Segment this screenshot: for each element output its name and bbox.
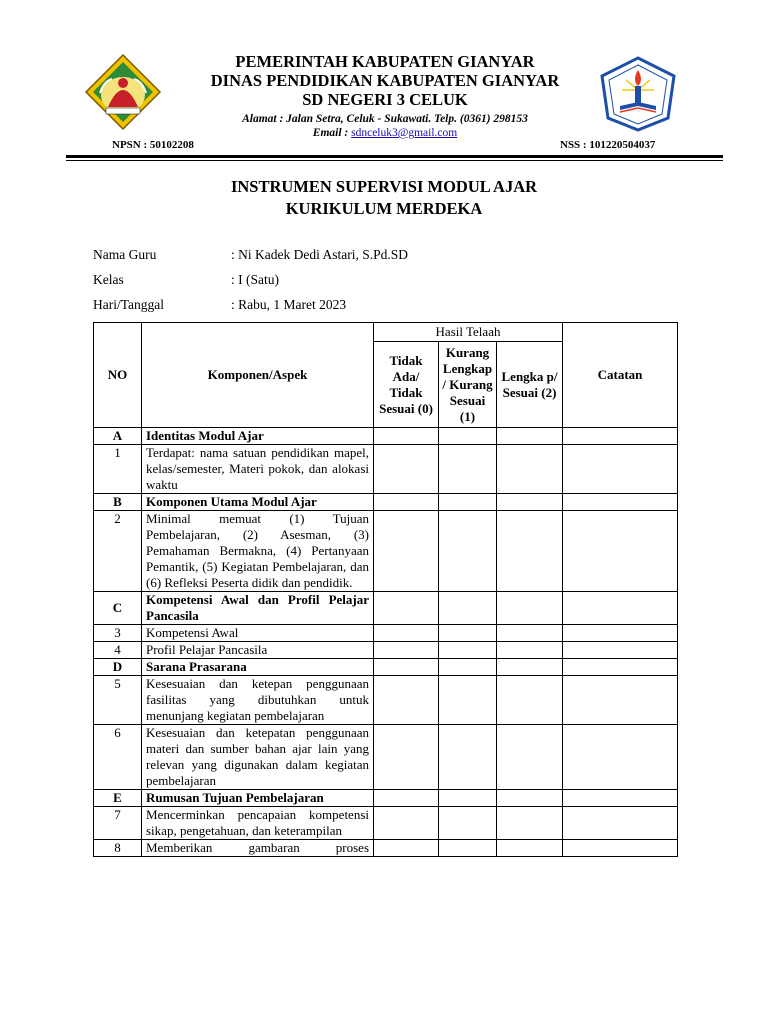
row-no: B: [94, 494, 142, 511]
row-aspect: Kesesuaian dan ketepan penggunaan fasilitas yang dibutuhkan untuk menunjang kegiatan pembelajaran: [142, 676, 374, 725]
score-0-cell[interactable]: [374, 511, 439, 592]
notes-cell[interactable]: [563, 659, 678, 676]
row-no: D: [94, 659, 142, 676]
school-email-line: [170, 126, 600, 140]
row-no: 2: [94, 511, 142, 592]
header-aspect: Komponen/Aspek: [142, 323, 374, 428]
score-0-cell[interactable]: [374, 725, 439, 790]
notes-cell[interactable]: [563, 642, 678, 659]
row-no: 1: [94, 445, 142, 494]
supervision-table: [93, 322, 678, 857]
score-1-cell[interactable]: [439, 494, 497, 511]
table-row-section-e: [94, 790, 678, 807]
score-0-cell[interactable]: [374, 676, 439, 725]
teacher-name-value: : Ni Kadek Dedi Astari, S.Pd.SD: [231, 247, 408, 262]
row-no: 8: [94, 840, 142, 857]
row-aspect: Kesesuaian dan ketepatan penggunaan materi dan sumber bahan ajar lain yang relevan yang digunakan dalam kegiatan pembelajaran: [142, 725, 374, 790]
row-no: 5: [94, 676, 142, 725]
header-review-result: Hasil Telaah: [374, 323, 563, 342]
score-0-cell[interactable]: [374, 592, 439, 625]
score-1-cell[interactable]: [439, 592, 497, 625]
teacher-name-row: [93, 247, 408, 263]
department-name: DINAS PENDIDIKAN KABUPATEN GIANYAR: [210, 71, 560, 90]
table-row-3: [94, 625, 678, 642]
score-2-cell[interactable]: [497, 807, 563, 840]
score-2-cell[interactable]: [497, 642, 563, 659]
notes-cell[interactable]: [563, 625, 678, 642]
row-aspect: Mencerminkan pencapaian kompetensi sikap, pengetahuan, dan keterampilan: [142, 807, 374, 840]
document-title: [0, 176, 768, 220]
header-score-2: Lengka p/ Sesuai (2): [497, 342, 563, 428]
row-no: C: [94, 592, 142, 625]
notes-cell[interactable]: [563, 445, 678, 494]
letterhead-divider: [66, 155, 723, 158]
email-link[interactable]: sdnceluk3@gmail.com: [351, 127, 458, 139]
table-row-2: [94, 511, 678, 592]
class-row: [93, 272, 279, 288]
date-label: Hari/Tanggal: [93, 297, 165, 312]
table-row-section-d: [94, 659, 678, 676]
header-notes: Catatan: [563, 323, 678, 428]
class-label: Kelas: [93, 272, 124, 287]
email-label: Email :: [312, 127, 349, 139]
score-1-cell[interactable]: [439, 725, 497, 790]
row-aspect: Kompetensi Awal dan Profil Pelajar Pancasila: [142, 592, 374, 625]
score-1-cell[interactable]: [439, 642, 497, 659]
school-name: SD NEGERI 3 CELUK: [302, 90, 468, 109]
score-1-cell[interactable]: [439, 428, 497, 445]
gianyar-regency-emblem: [84, 53, 162, 131]
row-no: 6: [94, 725, 142, 790]
score-1-cell[interactable]: [439, 659, 497, 676]
score-2-cell[interactable]: [497, 494, 563, 511]
notes-cell[interactable]: [563, 676, 678, 725]
row-no: 3: [94, 625, 142, 642]
table-row-section-a: [94, 428, 678, 445]
score-2-cell[interactable]: [497, 511, 563, 592]
date-value: : Rabu, 1 Maret 2023: [231, 297, 347, 312]
score-1-cell[interactable]: [439, 790, 497, 807]
row-no: E: [94, 790, 142, 807]
government-name: PEMERINTAH KABUPATEN GIANYAR: [235, 52, 535, 71]
header-no: NO: [94, 323, 142, 428]
nss-number: NSS : 101220504037: [560, 139, 656, 151]
row-aspect: Rumusan Tujuan Pembelajaran: [142, 790, 374, 807]
score-0-cell[interactable]: [374, 494, 439, 511]
table-row-6: [94, 725, 678, 790]
score-2-cell[interactable]: [497, 592, 563, 625]
score-1-cell[interactable]: [439, 625, 497, 642]
row-aspect: Sarana Prasarana: [142, 659, 374, 676]
row-aspect: Minimal memuat (1) Tujuan Pembelajaran, (2) Asesman, (3) Pemahaman Bermakna, (4) Pertanyaan Pemantik, (5) Kegiatan Pembelajaran, dan (6) Refleksi Peserta didik dan pendidik.: [142, 511, 374, 592]
score-1-cell[interactable]: [439, 511, 497, 592]
table-row-1: [94, 445, 678, 494]
row-aspect: Identitas Modul Ajar: [142, 428, 374, 445]
score-0-cell[interactable]: [374, 428, 439, 445]
score-2-cell[interactable]: [497, 445, 563, 494]
row-aspect: Profil Pelajar Pancasila: [142, 642, 374, 659]
score-0-cell[interactable]: [374, 659, 439, 676]
score-2-cell[interactable]: [497, 625, 563, 642]
notes-cell[interactable]: [563, 807, 678, 840]
score-2-cell[interactable]: [497, 790, 563, 807]
row-aspect: Komponen Utama Modul Ajar: [142, 494, 374, 511]
score-1-cell[interactable]: [439, 676, 497, 725]
notes-cell[interactable]: [563, 511, 678, 592]
header-score-0: Tidak Ada/ Tidak Sesuai (0): [374, 342, 439, 428]
table-row-7: [94, 807, 678, 840]
npsn-number: NPSN : 50102208: [112, 139, 194, 151]
table-row-4: [94, 642, 678, 659]
row-aspect: Kompetensi Awal: [142, 625, 374, 642]
row-no: A: [94, 428, 142, 445]
title-line-1: INSTRUMEN SUPERVISI MODUL AJAR: [230, 177, 538, 196]
table-row-section-b: [94, 494, 678, 511]
notes-cell[interactable]: [563, 790, 678, 807]
notes-cell[interactable]: [563, 428, 678, 445]
table-row-section-c: [94, 592, 678, 625]
row-aspect: Memberikan gambaran proses: [142, 840, 374, 857]
notes-cell[interactable]: [563, 592, 678, 625]
score-1-cell[interactable]: [439, 807, 497, 840]
score-0-cell[interactable]: [374, 807, 439, 840]
table-row-8: [94, 840, 678, 857]
tut-wuri-handayani-logo: [598, 56, 678, 132]
title-line-2: KURIKULUM MERDEKA: [285, 199, 483, 218]
notes-cell[interactable]: [563, 725, 678, 790]
teacher-name-label: Nama Guru: [93, 247, 157, 262]
score-2-cell[interactable]: [497, 659, 563, 676]
score-2-cell[interactable]: [497, 428, 563, 445]
score-2-cell[interactable]: [497, 840, 563, 857]
score-2-cell[interactable]: [497, 725, 563, 790]
score-0-cell[interactable]: [374, 445, 439, 494]
notes-cell[interactable]: [563, 840, 678, 857]
score-0-cell[interactable]: [374, 790, 439, 807]
date-row: [93, 297, 346, 313]
class-value: : I (Satu): [231, 272, 279, 287]
row-no: 4: [94, 642, 142, 659]
score-2-cell[interactable]: [497, 676, 563, 725]
header-score-1: Kurang Lengkap / Kurang Sesuai (1): [439, 342, 497, 428]
row-no: 7: [94, 807, 142, 840]
score-1-cell[interactable]: [439, 840, 497, 857]
score-1-cell[interactable]: [439, 445, 497, 494]
school-address: Alamat : Jalan Setra, Celuk - Sukawati. Telp. (0361) 298153: [242, 113, 528, 125]
letterhead: [170, 52, 600, 140]
notes-cell[interactable]: [563, 494, 678, 511]
table-row-5: [94, 676, 678, 725]
score-0-cell[interactable]: [374, 642, 439, 659]
row-aspect: Terdapat: nama satuan pendidikan mapel, kelas/semester, Materi pokok, dan alokasi waktu: [142, 445, 374, 494]
letterhead-divider-thin: [66, 160, 723, 161]
score-0-cell[interactable]: [374, 625, 439, 642]
score-0-cell[interactable]: [374, 840, 439, 857]
